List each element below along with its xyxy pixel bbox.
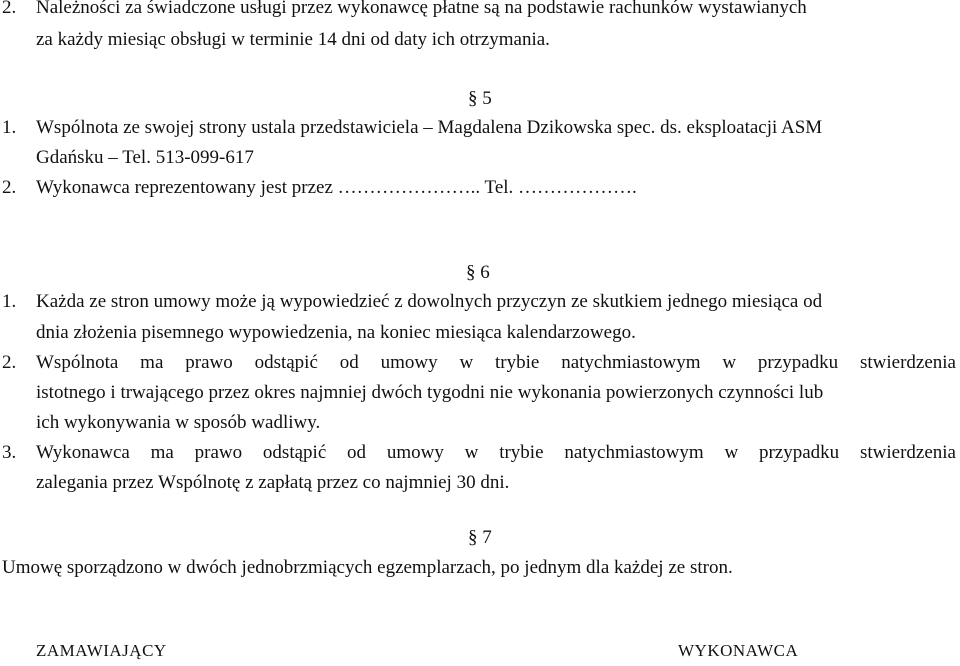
paragraph-line: dnia złożenia pisemnego wypowiedzenia, na koniec miesiąca kalendarzowego.: [36, 322, 636, 343]
paragraph-line: Należności za świadczone usługi przez wykonawcę płatne są na podstawie rachunków wystawianych: [36, 0, 807, 18]
signature-label-client: ZAMAWIAJĄCY: [36, 641, 167, 660]
paragraph-line: Wspólnota ze swojej strony ustala przedstawiciela – Magdalena Dzikowska spec. ds. eksploatacji ASM: [36, 117, 823, 138]
paragraph-line: Każda ze stron umowy może ją wypowiedzieć z dowolnych przyczyn ze skutkiem jednego miesiąca od: [36, 291, 823, 312]
item-number: 3.: [2, 442, 17, 463]
paragraph-line: Wykonawca reprezentowany jest przez ………………….. Tel. ……………….: [36, 177, 637, 198]
paragraph-line: zalegania przez Wspólnotę z zapłatą przez co najmniej 30 dni.: [36, 472, 510, 493]
paragraph-line: Umowę sporządzono w dwóch jednobrzmiących egzemplarzach, po jednym dla każdej ze stron.: [2, 557, 733, 578]
paragraph-line: Wykonawca ma prawo odstąpić od umowy w trybie natychmiastowym w przypadku stwierdzenia: [36, 442, 956, 463]
paragraph-line: ich wykonywania w sposób wadliwy.: [36, 412, 321, 433]
paragraph-line: za każdy miesiąc obsługi w terminie 14 dni od daty ich otrzymania.: [36, 29, 550, 50]
item-number: 2.: [2, 0, 17, 18]
item-number: 2.: [2, 352, 17, 373]
section-heading-6: § 6: [466, 262, 490, 283]
paragraph-line: istotnego i trwającego przez okres najmniej dwóch tygodni nie wykonania powierzonych czynności lub: [36, 382, 824, 403]
paragraph-line: Wspólnota ma prawo odstąpić od umowy w trybie natychmiastowym w przypadku stwierdzenia: [36, 352, 956, 373]
item-number: 2.: [2, 177, 17, 198]
section-heading-7: § 7: [468, 527, 492, 548]
item-number: 1.: [2, 117, 17, 138]
item-number: 1.: [2, 291, 17, 312]
paragraph-line: Gdańsku – Tel. 513-099-617: [36, 147, 254, 168]
signature-label-contractor: WYKONAWCA: [678, 641, 799, 660]
section-heading-5: § 5: [468, 88, 492, 109]
